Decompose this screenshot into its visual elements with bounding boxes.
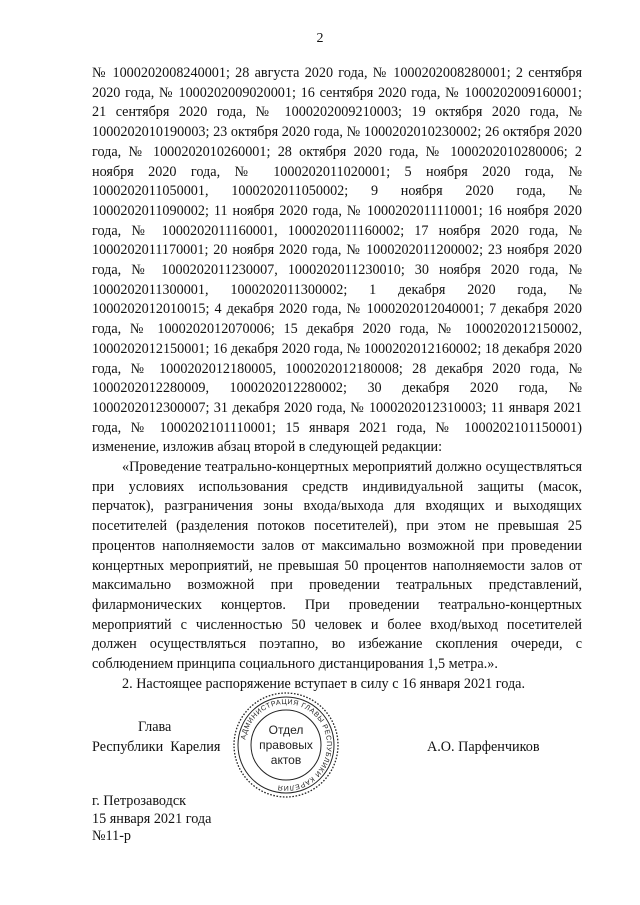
stamp-ring-text: АДМИНИСТРАЦИЯ ГЛАВЫ РЕСПУБЛИКИ КАРЕЛИЯ [240,698,333,792]
official-stamp [231,690,341,800]
issue-date: 15 января 2021 года [92,810,212,827]
document-body [92,64,582,695]
stamp-center-line2: правовых [259,738,313,752]
stamp-center-line3: актов [270,753,302,767]
signatory-title-line2: Республики Карелия [92,739,221,755]
signatory-name: А.О. Парфенчиков [427,739,540,755]
effective-date-paragraph: 2. Настоящее распоряжение вступает в силу с 16 января 2021 года. [122,675,526,692]
page-number: 2 [316,31,324,46]
signatory-title-line1: Глава [138,719,172,735]
amendment-paragraph: № 1000202008240001; 28 августа 2020 года, № 1000202008280001; 2 сентября 2020 года, № 1000202009020001; 16 сентября 2020 года, № 1000202009160001; 21 сентября 2020 года, № 1000202009210003; 19 октября 2020 года, № 1000202010190003; 23 октября 2020 года, № 1000202010230002; 26 октября 2020 года, № 1000202010260001; 28 октября 2020 года, № 1000202010280006; 2 ноября 2020 года, № 1000202011020001; 5 ноября 2020 года, № 1000202011050001, 1000202011050002; 9 ноября 2020 года, № 1000202011090002; 11 ноября 2020 года, № 1000202011110001; 16 ноября 2020 года, № 1000202011160001, 1000202011160002; 17 ноября 2020 года, № 1000202011170001; 20 ноября 2020 года, № 1000202011200002; 23 ноября 2020 года, № 1000202011230007, 1000202011230010; 30 ноября 2020 года, № 1000202011300001, 1000202011300002; 1 декабря 2020 года, № 1000202012010015; 4 декабря 2020 года, № 1000202012040001; 7 декабря 2020 года, № 1000202012070006; 15 декабря 2020 года, № 1000202012150002, 1000202012150001; 16 декабря 2020 года, № 1000202012160002; 18 декабря 2020 года, № 1000202012180005, 1000202012180008; 28 декабря 2020 года, № 1000202012280009, 1000202012280002; 30 декабря 2020 года, № 1000202012300007; 31 декабря 2020 года, № 1000202012310003; 11 января 2021 года, № 1000202101110001; 15 января 2021 года, № 1000202101150001) изменение, изложив абзац второй в следующей редакции: [92,65,582,456]
document-number: №11-р [92,828,132,844]
document-footer [92,793,211,846]
stamp-center-line1: Отдел [268,723,304,737]
quoted-paragraph: «Проведение театрально-концертных мероприятий должно осуществляться при условиях использования средств индивидуальной защиты (масок, перчаток), разграничения зоны входа/выхода для входящих и выходящих посетителей (разделения потоков посетителей), при этом не превышая 25 процентов наполняемости залов от максимально возможной при проведении концертных мероприятий, не превышая 50 процентов наполняемости залов от максимально возможной при проведении театральных представлений, филармонических концертов. При проведении театрально-концертных мероприятий с численностью 50 человек и более вход/выход посетителей должен осуществляться поэтапно, во избежание скопления очереди, с соблюдением принципа социального дистанцирования 1,5 метра.». [92,459,582,673]
issue-city: г. Петрозаводск [92,793,187,809]
